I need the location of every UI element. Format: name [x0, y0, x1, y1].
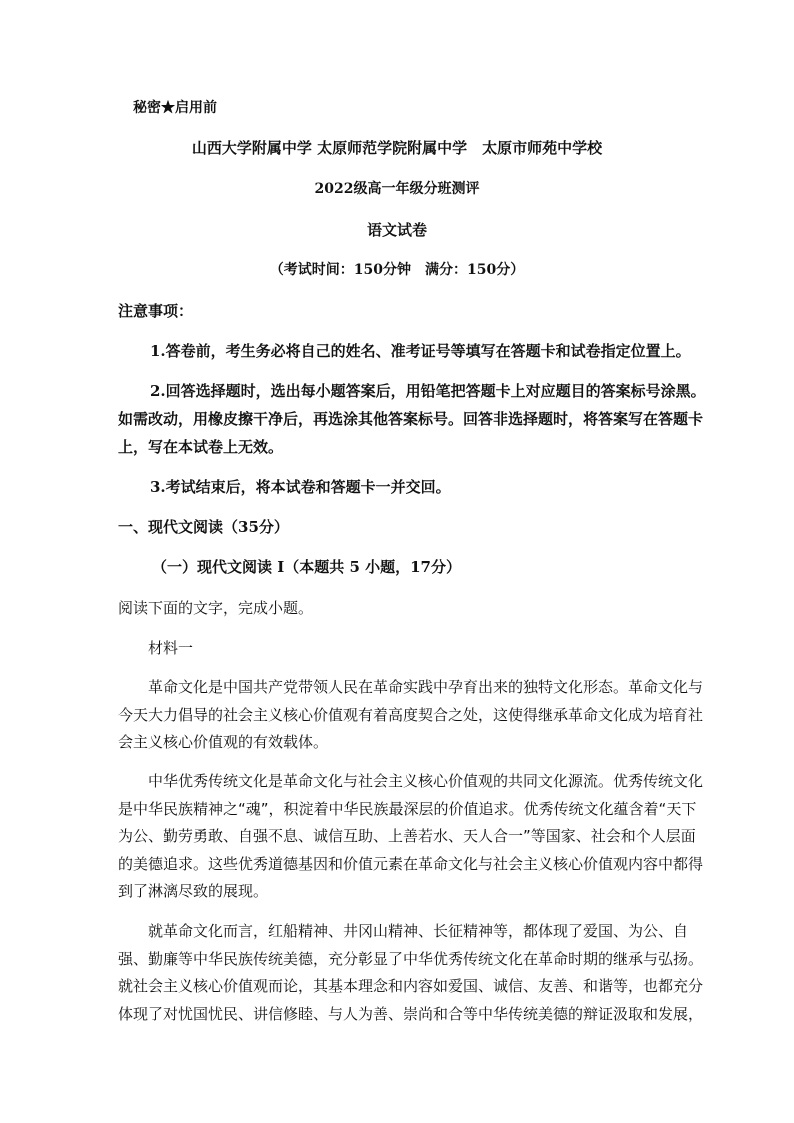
paragraph-2: [118, 768, 704, 906]
subsection-heading: （一）现代文阅读 I（本题共 5 小题，17分）: [152, 558, 461, 576]
paragraph-line: 为公、勤劳勇敢、自强不息、诚信互助、上善若水、天人合一”等国家、社会和个人层面: [118, 827, 696, 845]
notes-heading: 注意事项：: [118, 302, 194, 320]
paper-title: 语文试卷: [366, 221, 427, 239]
paragraph-line: 到了淋漓尽致的展现。: [118, 882, 269, 900]
note-item-2-line-3: 上，写在本试卷上无效。: [118, 438, 284, 456]
reading-instruction: 阅读下面的文字，完成小题。: [118, 599, 314, 617]
exam-name: 2022级高一年级分班测评: [314, 181, 480, 197]
paragraph-line: 就革命文化而言，红船精神、井冈山精神、长征精神等，都体现了爱国、为公、自: [118, 922, 689, 940]
note-item-2-line-2: 如需改动，用橡皮擦干净后，再选涂其他答案标号。回答非选择题时，将答案写在答题卡: [118, 410, 704, 428]
paragraph-line: 就社会主义核心价值观而论，其基本理念和内容如爱国、诚信、友善、和谐等，也都充分: [118, 977, 704, 995]
paragraph-line: 是中华民族精神之“魂”，积淀着中华民族最深层的价值追求。优秀传统文化蕴含着“天下: [118, 799, 697, 818]
paragraph-1: [118, 674, 704, 757]
paragraph-line: 中华优秀传统文化是革命文化与社会主义核心价值观的共同文化源流。优秀传统文化: [118, 772, 704, 790]
paragraph-line: 的美德追求。这些优秀道德基因和价值元素在革命文化与社会主义核心价值观内容中都得: [118, 854, 704, 873]
note-item-1: 1.答卷前，考生务必将自己的姓名、准考证号等填写在答题卡和试卷指定位置上。: [150, 342, 691, 360]
paragraph-line: 会主义核心价值观的有效载体。: [118, 733, 329, 751]
note-item-3: 3.考试结束后，将本试卷和答题卡一并交回。: [150, 478, 451, 496]
paragraph-line: 强、勤廉等中华民族传统美德，充分彰显了中华优秀传统文化在革命时期的继承与弘扬。: [118, 949, 704, 968]
note-item-2-line-1: 2.回答选择题时，选出每小题答案后，用铅笔把答题卡上对应题目的答案标号涂黑。: [150, 382, 706, 400]
section-heading: 一、现代文阅读（35分）: [118, 518, 289, 536]
confidential-label: 秘密★启用前: [133, 100, 217, 116]
paragraph-3: [118, 918, 704, 1028]
school-names: 山西大学附属中学 太原师范学院附属中学 太原市师苑中学校: [191, 139, 603, 157]
material-label: 材料一: [148, 639, 194, 657]
exam-info: （考试时间：150分钟 满分：150分）: [269, 262, 525, 278]
paragraph-line: 革命文化是中国共产党带领人民在革命实践中孕育出来的独特文化形态。革命文化与: [118, 678, 704, 696]
paragraph-line: 体现了对忧国忧民、讲信修睦、与人为善、崇尚和合等中华传统美德的辩证汲取和发展，: [118, 1004, 704, 1023]
paragraph-line: 今天大力倡导的社会主义核心价值观有着高度契合之处，这使得继承革命文化成为培育社: [118, 705, 704, 724]
